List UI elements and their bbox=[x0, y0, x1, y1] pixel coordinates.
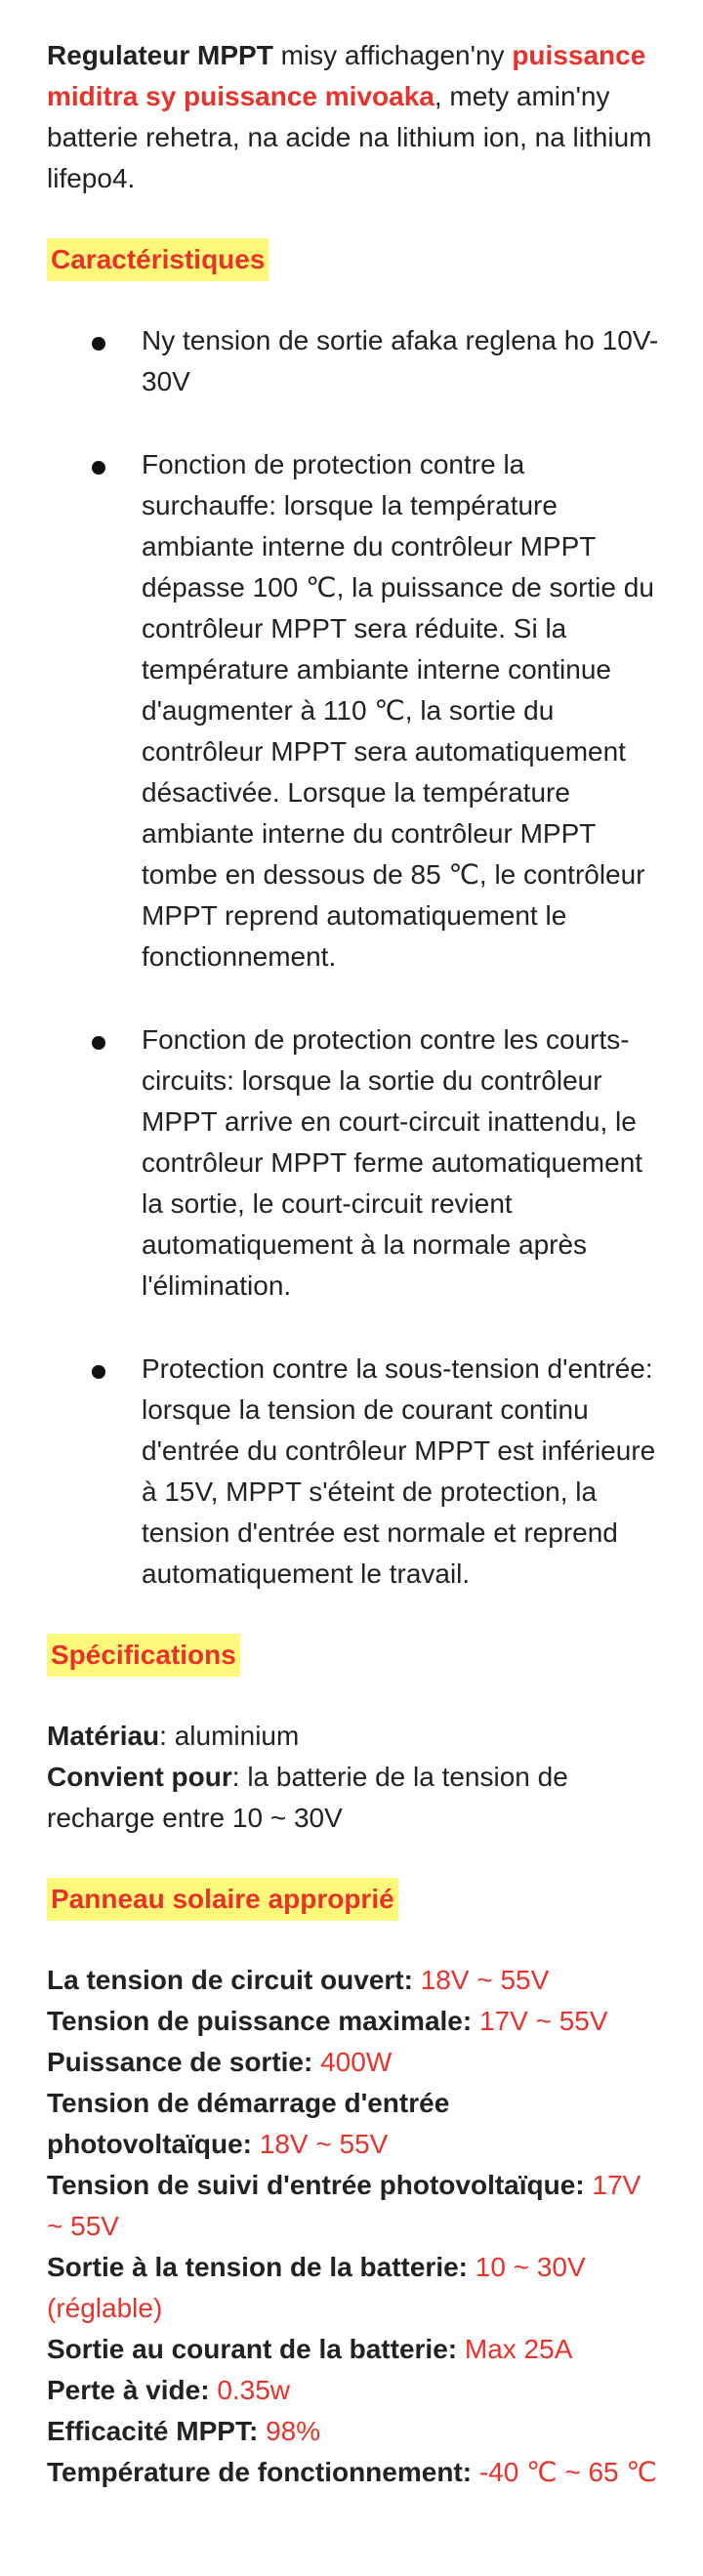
characteristics-list bbox=[47, 320, 660, 1595]
characteristics-heading-row bbox=[47, 238, 660, 281]
spec-value: -40 ℃ ~ 65 ℃ bbox=[478, 2457, 657, 2487]
spec-label: La tension de circuit ouvert: bbox=[47, 1965, 421, 1995]
spec-label: Tension de puissance maximale: bbox=[47, 2006, 479, 2036]
list-item-text: Fonction de protection contre la surchauffe: lorsque la température ambiante interne du contrôleur MPPT dépasse 100 ℃, la puissance de sortie du contrôleur MPPT sera réduite. Si la température ambiante interne continue d'augmenter à 110 ℃, la sortie du contrôleur MPPT sera automatiquement désactivée. Lorsque la température ambiante interne du contrôleur MPPT tombe en dessous de 85 ℃, le contrôleur MPPT reprend automatiquement le fonctionnement. bbox=[142, 449, 654, 972]
spec-line bbox=[47, 2411, 660, 2452]
intro-highlight: puissance miditra sy puissance mivoaka bbox=[47, 40, 646, 111]
spec-label: Efficacité MPPT: bbox=[47, 2416, 267, 2446]
list-item-text: Fonction de protection contre les courts-circuits: lorsque la sortie du contrôleur MPPT arrive en court-circuit inattendu, le contrôleur MPPT ferme automatiquement la sortie, le court-circuit revient automatiquement à la normale après l'élimination. bbox=[142, 1024, 643, 1301]
intro-text-2: , mety amin'ny batterie rehetra, na acide na lithium ion, na lithium lifepo4. bbox=[47, 81, 652, 193]
spec-value: 0.35w bbox=[217, 2375, 291, 2405]
list-item bbox=[47, 1019, 660, 1307]
material-label: Matériau bbox=[47, 1721, 160, 1751]
bullet-icon bbox=[92, 461, 105, 475]
spec-line bbox=[47, 2001, 660, 2042]
spec-value: 17V ~ 55V bbox=[478, 2006, 608, 2036]
spec-line bbox=[47, 2370, 660, 2411]
suitable-line bbox=[47, 1757, 660, 1839]
spec-line bbox=[47, 2083, 660, 2165]
solar-panel-heading: Panneau solaire approprié bbox=[47, 1878, 398, 1921]
suitable-value: : la batterie de la tension de recharge entre 10 ~ 30V bbox=[47, 1762, 568, 1833]
characteristics-heading: Caractéristiques bbox=[47, 238, 269, 281]
spec-label: Tension de suivi d'entrée photovoltaïque: bbox=[47, 2170, 593, 2200]
material-value: : aluminium bbox=[159, 1721, 300, 1751]
spec-label: Puissance de sortie: bbox=[47, 2047, 321, 2077]
suitable-label: Convient pour bbox=[47, 1762, 232, 1792]
intro-bold-title: Regulateur MPPT bbox=[47, 40, 273, 70]
spec-label: Sortie à la tension de la batterie: bbox=[47, 2252, 476, 2282]
material-line bbox=[47, 1716, 660, 1757]
spec-value: 98% bbox=[266, 2416, 321, 2446]
spec-value: 400W bbox=[320, 2047, 393, 2077]
spec-line bbox=[47, 2247, 660, 2329]
spec-label: Sortie au courant de la batterie: bbox=[47, 2334, 465, 2364]
spec-line bbox=[47, 2452, 660, 2493]
bullet-icon bbox=[92, 1365, 105, 1379]
spec-label: Température de fonctionnement: bbox=[47, 2457, 479, 2487]
list-item-text: Protection contre la sous-tension d'entrée: lorsque la tension de courant continu d'entrée du contrôleur MPPT est inférieure à 15V, MPPT s'éteint de protection, la tension d'entrée est normale et reprend automatiquement le travail. bbox=[142, 1353, 656, 1589]
spec-value: 18V ~ 55V bbox=[259, 2129, 389, 2159]
specifications-heading: Spécifications bbox=[47, 1634, 240, 1677]
specifications-heading-row bbox=[47, 1634, 660, 1677]
spec-line bbox=[47, 2165, 660, 2247]
spec-label: Tension de démarrage d'entrée photovoltaïque: bbox=[47, 2088, 450, 2159]
list-item bbox=[47, 444, 660, 977]
solar-panel-heading-row bbox=[47, 1878, 660, 1921]
bullet-icon bbox=[92, 1036, 105, 1050]
spec-value: Max 25A bbox=[464, 2334, 573, 2364]
list-item bbox=[47, 1349, 660, 1595]
intro-text-1: misy affichagen'ny bbox=[272, 40, 513, 70]
spec-line bbox=[47, 2329, 660, 2370]
solar-panel-specs bbox=[47, 1960, 660, 2493]
list-item bbox=[47, 320, 660, 402]
spec-value: 10 ~ 30V (réglable) bbox=[47, 2252, 586, 2323]
spec-line bbox=[47, 2042, 660, 2083]
spec-value: 17V ~ 55V bbox=[47, 2170, 641, 2241]
bullet-icon bbox=[92, 337, 105, 351]
intro-paragraph bbox=[47, 35, 660, 199]
spec-line bbox=[47, 1960, 660, 2001]
spec-label: Perte à vide: bbox=[47, 2375, 218, 2405]
list-item-text: Ny tension de sortie afaka reglena ho 10V-30V bbox=[142, 325, 659, 396]
spec-value: 18V ~ 55V bbox=[420, 1965, 550, 1995]
